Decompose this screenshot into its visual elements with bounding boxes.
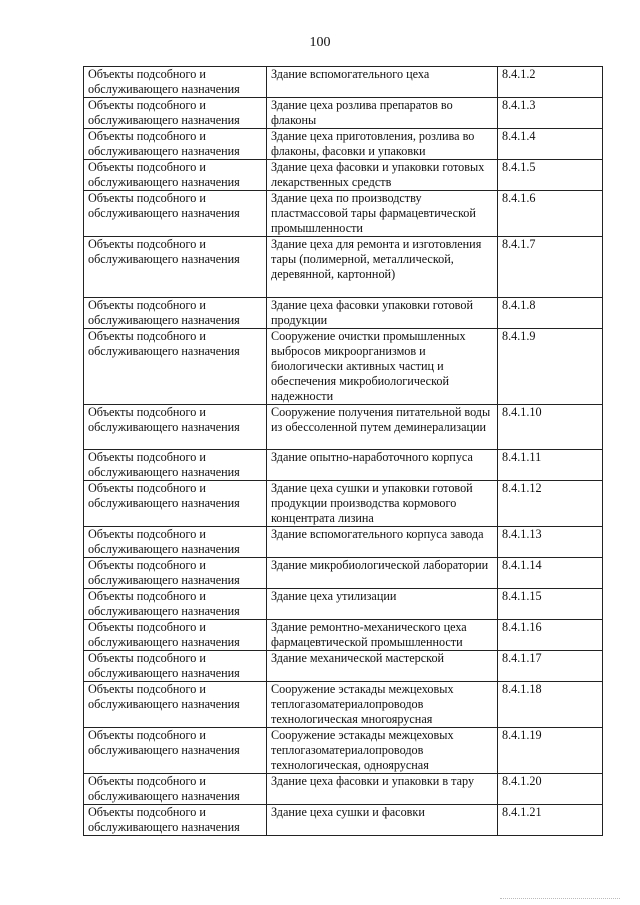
category-cell: Объекты подсобного и обслуживающего назначения (84, 129, 267, 160)
table-row (84, 651, 603, 682)
page-number: 100 (309, 35, 331, 50)
code-cell: 8.4.1.13 (498, 527, 603, 558)
code-cell: 8.4.1.18 (498, 682, 603, 728)
category-cell: Объекты подсобного и обслуживающего назначения (84, 589, 267, 620)
object-name-cell: Здание вспомогательного цеха (267, 67, 498, 98)
table-body (84, 67, 603, 836)
code-cell: 8.4.1.5 (498, 160, 603, 191)
object-name-cell: Здание вспомогательного корпуса завода (267, 527, 498, 558)
category-cell: Объекты подсобного и обслуживающего назначения (84, 774, 267, 805)
table-row (84, 620, 603, 651)
table-row (84, 589, 603, 620)
code-cell: 8.4.1.14 (498, 558, 603, 589)
object-name-cell: Здание опытно-наработочного корпуса (267, 450, 498, 481)
table-row (84, 527, 603, 558)
object-name-cell: Здание цеха приготовления, розлива во флаконы, фасовки и упаковки (267, 129, 498, 160)
table-row (84, 329, 603, 405)
table-row (84, 298, 603, 329)
table-row (84, 450, 603, 481)
object-name-cell: Здание цеха фасовки и упаковки в тару (267, 774, 498, 805)
category-cell: Объекты подсобного и обслуживающего назначения (84, 405, 267, 450)
object-name-cell: Здание ремонтно-механического цеха фармацевтической промышленности (267, 620, 498, 651)
object-name-cell: Здание цеха фасовки упаковки готовой продукции (267, 298, 498, 329)
code-cell: 8.4.1.3 (498, 98, 603, 129)
category-cell: Объекты подсобного и обслуживающего назначения (84, 651, 267, 682)
object-name-cell: Здание механической мастерской (267, 651, 498, 682)
object-name-cell: Здание цеха утилизации (267, 589, 498, 620)
object-name-cell: Сооружение очистки промышленных выбросов микроорганизмов и биологически активных частиц и обеспечения микробиологической надежности (267, 329, 498, 405)
code-cell: 8.4.1.15 (498, 589, 603, 620)
category-cell: Объекты подсобного и обслуживающего назначения (84, 481, 267, 527)
object-name-cell: Здание микробиологической лаборатории (267, 558, 498, 589)
object-name-cell: Сооружение эстакады межцеховых теплогазоматериалопроводов технологическая, одноярусная (267, 728, 498, 774)
table-row (84, 481, 603, 527)
category-cell: Объекты подсобного и обслуживающего назначения (84, 191, 267, 237)
code-cell: 8.4.1.11 (498, 450, 603, 481)
table-row (84, 67, 603, 98)
category-cell: Объекты подсобного и обслуживающего назначения (84, 527, 267, 558)
code-cell: 8.4.1.6 (498, 191, 603, 237)
object-name-cell: Сооружение эстакады межцеховых теплогазоматериалопроводов технологическая многоярусная (267, 682, 498, 728)
category-cell: Объекты подсобного и обслуживающего назначения (84, 728, 267, 774)
category-cell: Объекты подсобного и обслуживающего назначения (84, 237, 267, 298)
code-cell: 8.4.1.17 (498, 651, 603, 682)
table-row (84, 129, 603, 160)
category-cell: Объекты подсобного и обслуживающего назначения (84, 682, 267, 728)
object-name-cell: Здание цеха сушки и фасовки (267, 805, 498, 836)
table-row (84, 405, 603, 450)
object-name-cell: Здание цеха фасовки и упаковки готовых лекарственных средств (267, 160, 498, 191)
code-cell: 8.4.1.19 (498, 728, 603, 774)
category-cell: Объекты подсобного и обслуживающего назначения (84, 329, 267, 405)
category-cell: Объекты подсобного и обслуживающего назначения (84, 160, 267, 191)
code-cell: 8.4.1.21 (498, 805, 603, 836)
code-cell: 8.4.1.10 (498, 405, 603, 450)
code-cell: 8.4.1.8 (498, 298, 603, 329)
code-cell: 8.4.1.16 (498, 620, 603, 651)
code-cell: 8.4.1.9 (498, 329, 603, 405)
category-cell: Объекты подсобного и обслуживающего назначения (84, 67, 267, 98)
object-name-cell: Здание цеха для ремонта и изготовления тары (полимерной, металлической, деревянной, картонной) (267, 237, 498, 298)
table-row (84, 160, 603, 191)
category-cell: Объекты подсобного и обслуживающего назначения (84, 805, 267, 836)
objects-table (83, 66, 603, 836)
code-cell: 8.4.1.7 (498, 237, 603, 298)
table-row (84, 558, 603, 589)
object-name-cell: Здание цеха по производству пластмассовой тары фармацевтической промышленности (267, 191, 498, 237)
object-name-cell: Здание цеха сушки и упаковки готовой продукции производства кормового концентрата лизина (267, 481, 498, 527)
table-row (84, 191, 603, 237)
table-row (84, 237, 603, 298)
category-cell: Объекты подсобного и обслуживающего назначения (84, 558, 267, 589)
object-name-cell: Сооружение получения питательной воды из обессоленной путем деминерализации (267, 405, 498, 450)
category-cell: Объекты подсобного и обслуживающего назначения (84, 620, 267, 651)
code-cell: 8.4.1.4 (498, 129, 603, 160)
table-row (84, 728, 603, 774)
code-cell: 8.4.1.12 (498, 481, 603, 527)
code-cell: 8.4.1.2 (498, 67, 603, 98)
category-cell: Объекты подсобного и обслуживающего назначения (84, 450, 267, 481)
table-row (84, 774, 603, 805)
table-row (84, 805, 603, 836)
category-cell: Объекты подсобного и обслуживающего назначения (84, 298, 267, 329)
scan-artifact-line (500, 898, 620, 903)
object-name-cell: Здание цеха розлива препаратов во флаконы (267, 98, 498, 129)
table-row (84, 98, 603, 129)
table-row (84, 682, 603, 728)
category-cell: Объекты подсобного и обслуживающего назначения (84, 98, 267, 129)
code-cell: 8.4.1.20 (498, 774, 603, 805)
